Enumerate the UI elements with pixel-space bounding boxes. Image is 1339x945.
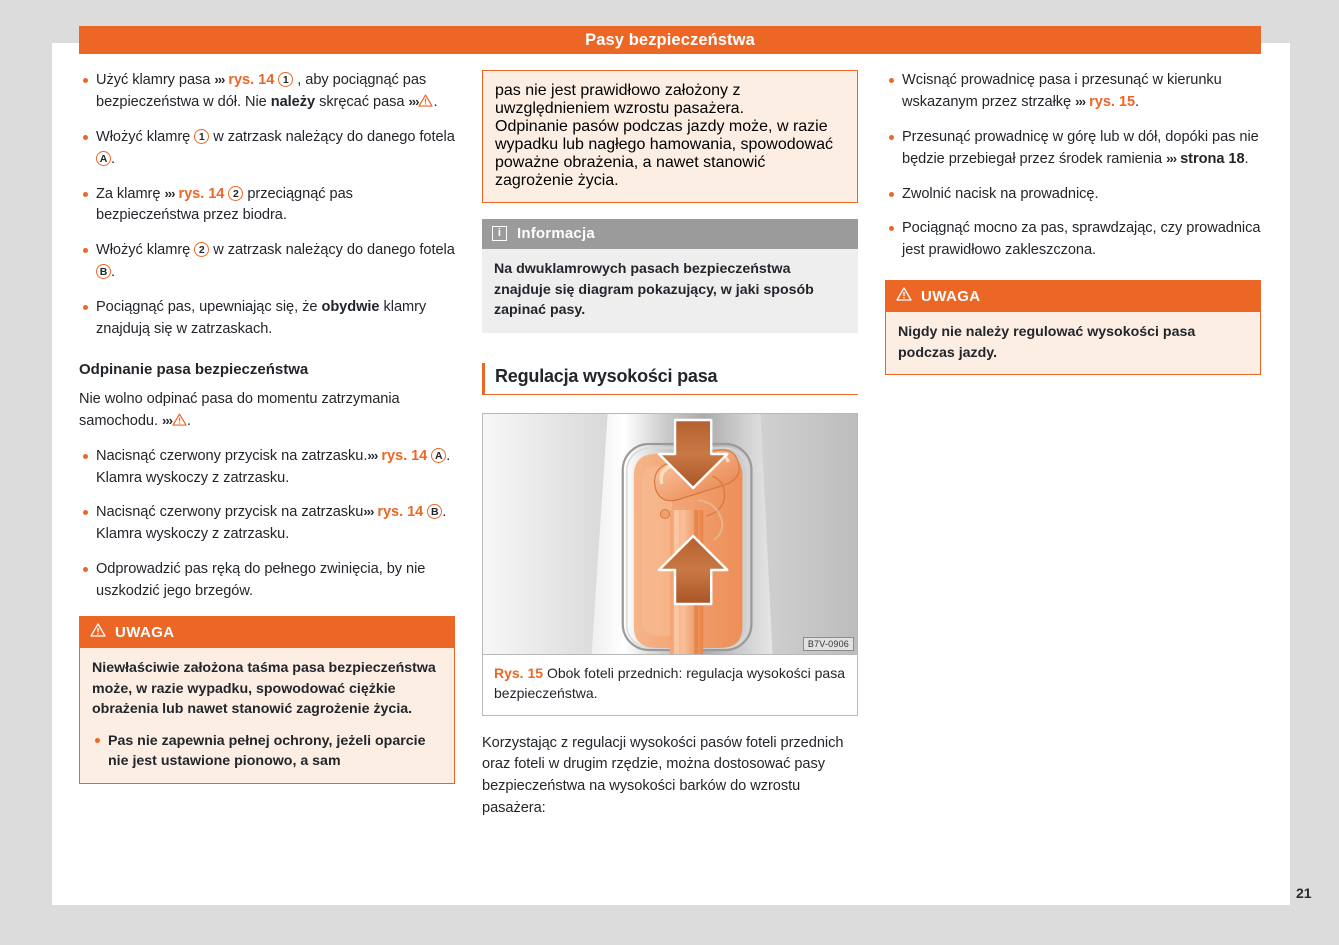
body-text: Pociągnąć mocno za pas, sprawdzając, czy prowadnica jest prawidłowo zakleszczona.	[902, 220, 1261, 259]
cross-reference-link[interactable]: rys. 15	[1085, 93, 1136, 110]
callout-marker: B	[427, 504, 442, 519]
bullet-item-wlozyc-klamre-1	[79, 127, 455, 171]
figure-image-seatbelt-height-adjuster	[483, 414, 857, 655]
body-text: .	[111, 264, 116, 281]
warning-bullet-1: Odpinanie pasów podczas jazdy może, w razie wypadku lub nagłego hamowania, spowodować poważne obrażenia, a nawet stanowić zagrożenie życia.	[495, 118, 833, 189]
warning-box-continued	[482, 70, 858, 203]
callout-marker: 2	[194, 242, 209, 257]
chevron-reference-icon: ›››	[408, 93, 419, 109]
bullet-item-odprowadzic	[79, 559, 455, 603]
body-text: Nie wolno odpinać pasa do momentu zatrzymania samochodu.	[79, 390, 400, 429]
paragraph-intro-odpinanie	[79, 389, 455, 433]
body-text: Pociągnąć pas, upewniając się, że	[96, 299, 322, 316]
bullet-item-wlozyc-klamre-2	[79, 240, 455, 284]
body-text: klamry znajdują się w zatrzaskach.	[96, 299, 427, 338]
callout-marker: 1	[194, 129, 209, 144]
bullet-item-nacisnac-b	[79, 502, 455, 546]
column-right	[885, 70, 1261, 890]
warning-paragraph-0: Niewłaściwie założona taśma pasa bezpieczeństwa może, w razie wypadku, spowodować ciężkie obrażenia lub nawet stanowić zagrożenie życia.	[92, 660, 436, 718]
running-header	[79, 26, 1261, 54]
figure-caption-ref: Rys. 15	[494, 664, 544, 681]
info-box-header	[482, 219, 858, 249]
body-text: Użyć klamry pasa	[96, 72, 215, 88]
figure-caption-text: Obok foteli przednich: regulacja wysokości pasa bezpieczeństwa.	[494, 664, 845, 701]
running-header-title: Pasy bezpieczeństwa	[585, 30, 755, 49]
warning-box-right-label: UWAGA	[921, 287, 981, 305]
warning-box-right-header	[886, 281, 1260, 312]
warning-box-right	[885, 280, 1261, 375]
bullet-item-wcisnac-prowadnice	[885, 70, 1261, 114]
section-title-regulacja: Regulacja wysokości pasa	[482, 363, 858, 395]
bullet-item-pociagnac-pas	[79, 297, 455, 341]
bullet-item-nacisnac-a	[79, 446, 455, 490]
body-text: Włożyć klamrę	[96, 128, 195, 145]
cross-reference-link[interactable]: rys. 14	[373, 504, 428, 521]
info-icon: i	[492, 226, 507, 241]
figure-caption	[483, 655, 857, 715]
body-text: przeciągnąć pas bezpieczeństwa przez biodra.	[96, 185, 353, 224]
cross-reference-link[interactable]: strona 18	[1176, 150, 1245, 167]
chevron-reference-icon: ›››	[1075, 93, 1086, 109]
warning-triangle-icon	[172, 413, 187, 426]
figure-code-label: B7V-0906	[803, 637, 854, 651]
body-text: Włożyć klamrę	[96, 242, 195, 259]
callout-marker: B	[96, 264, 111, 279]
body-text: skręcać pasa	[315, 93, 409, 110]
info-box-label: Informacja	[517, 225, 595, 242]
callout-marker: A	[96, 151, 111, 166]
body-text: Nacisnąć czerwony przycisk na zatrzasku.	[96, 447, 368, 464]
left-bullet-list	[79, 70, 455, 341]
body-text: .	[1244, 150, 1249, 167]
body-text: .	[433, 93, 438, 110]
body-text: Odprowadzić pas ręką do pełnego zwinięcia, by nie uszkodzić jego brzegów.	[96, 561, 426, 600]
body-text: Zwolnić nacisk na prowadnicę.	[902, 185, 1099, 202]
emphasis-text: należy	[270, 93, 316, 110]
cross-reference-link[interactable]: rys. 14	[174, 185, 229, 202]
emphasis-text: obydwie	[321, 299, 380, 316]
warning-paragraph-0: Nigdy nie należy regulować wysokości pasa podczas jazdy.	[898, 324, 1196, 361]
warning-box-left-header	[80, 617, 454, 648]
warning-box-left	[79, 616, 455, 784]
bullet-item-zwolnic-nacisk	[885, 184, 1261, 206]
bullet-item-pociagnac-mocno	[885, 218, 1261, 262]
body-text: , aby pociągnąć pas bezpieczeństwa w dół. Nie	[96, 72, 427, 110]
column-middle	[482, 70, 858, 890]
bullet-item-za-klamre	[79, 184, 455, 228]
chevron-reference-icon: ›››	[363, 504, 374, 520]
bullet-item-przesunac-prowadnice	[885, 127, 1261, 171]
cross-reference-link[interactable]: rys. 14	[224, 72, 279, 88]
body-text: .	[1135, 93, 1140, 110]
left-bullet-list-2	[79, 446, 455, 603]
page-number: 21	[1296, 885, 1312, 901]
chevron-reference-icon: ›››	[214, 72, 225, 87]
three-column-layout	[79, 70, 1261, 890]
paragraph-regulacja-body: Korzystając z regulacji wysokości pasów foteli przednich oraz foteli w drugim rzędzie, można dostosować pasy bezpieczeństwa na wysokości barków do wzrostu pasażera:	[482, 734, 844, 817]
callout-marker: A	[431, 448, 446, 463]
warning-box-left-label: UWAGA	[115, 623, 175, 641]
bullet-item-uzyc-klamry	[79, 70, 455, 114]
body-text: .	[111, 150, 116, 167]
chevron-reference-icon: ›››	[1166, 150, 1177, 166]
body-text: w zatrzask należący do danego fotela	[209, 128, 455, 145]
warning-paragraph-0: pas nie jest prawidłowo założony z uwzględnieniem wzrostu pasażera.	[495, 82, 745, 117]
warning-box-right-body	[886, 312, 1260, 374]
callout-marker: 1	[278, 72, 293, 87]
body-text: w zatrzask należący do danego fotela	[209, 242, 455, 259]
right-bullet-list	[885, 70, 1261, 262]
body-text: Nacisnąć czerwony przycisk na zatrzasku	[96, 504, 364, 521]
body-text: . Klamra wyskoczy z zatrzasku.	[96, 447, 451, 486]
chevron-reference-icon: ›››	[164, 185, 175, 201]
chevron-reference-icon: ›››	[367, 447, 378, 463]
warning-triangle-icon	[90, 623, 106, 641]
warning-triangle-icon	[418, 94, 433, 107]
callout-marker: 2	[228, 186, 243, 201]
info-box	[482, 219, 858, 333]
info-box-text: Na dwuklamrowych pasach bezpieczeństwa znajduje się diagram pokazujący, w jaki sposób zapinać pasy.	[494, 261, 814, 319]
body-text: Wcisnąć prowadnicę pasa i przesunąć w kierunku wskazanym przez strzałkę	[902, 72, 1222, 110]
info-box-body	[482, 249, 858, 333]
column-left	[79, 70, 455, 890]
warning-bullet-1: Pas nie zapewnia pełnej ochrony, jeżeli oparcie nie jest ustawione pionowo, a sam	[92, 731, 442, 772]
chevron-reference-icon: ›››	[162, 412, 173, 428]
warning-box-left-body	[80, 648, 454, 783]
warning-triangle-icon	[896, 287, 912, 305]
figure-rys-15	[482, 413, 858, 716]
subheading-odpinanie: Odpinanie pasa bezpieczeństwa	[79, 360, 309, 378]
body-text: . Klamra wyskoczy z zatrzasku.	[96, 504, 447, 543]
body-text: Za klamrę	[96, 185, 165, 202]
body-text: .	[187, 412, 192, 429]
body-text: Przesunąć prowadnicę w górę lub w dół, dopóki pas nie będzie przebiegał przez środek ramienia	[902, 128, 1259, 167]
cross-reference-link[interactable]: rys. 14	[377, 447, 432, 464]
